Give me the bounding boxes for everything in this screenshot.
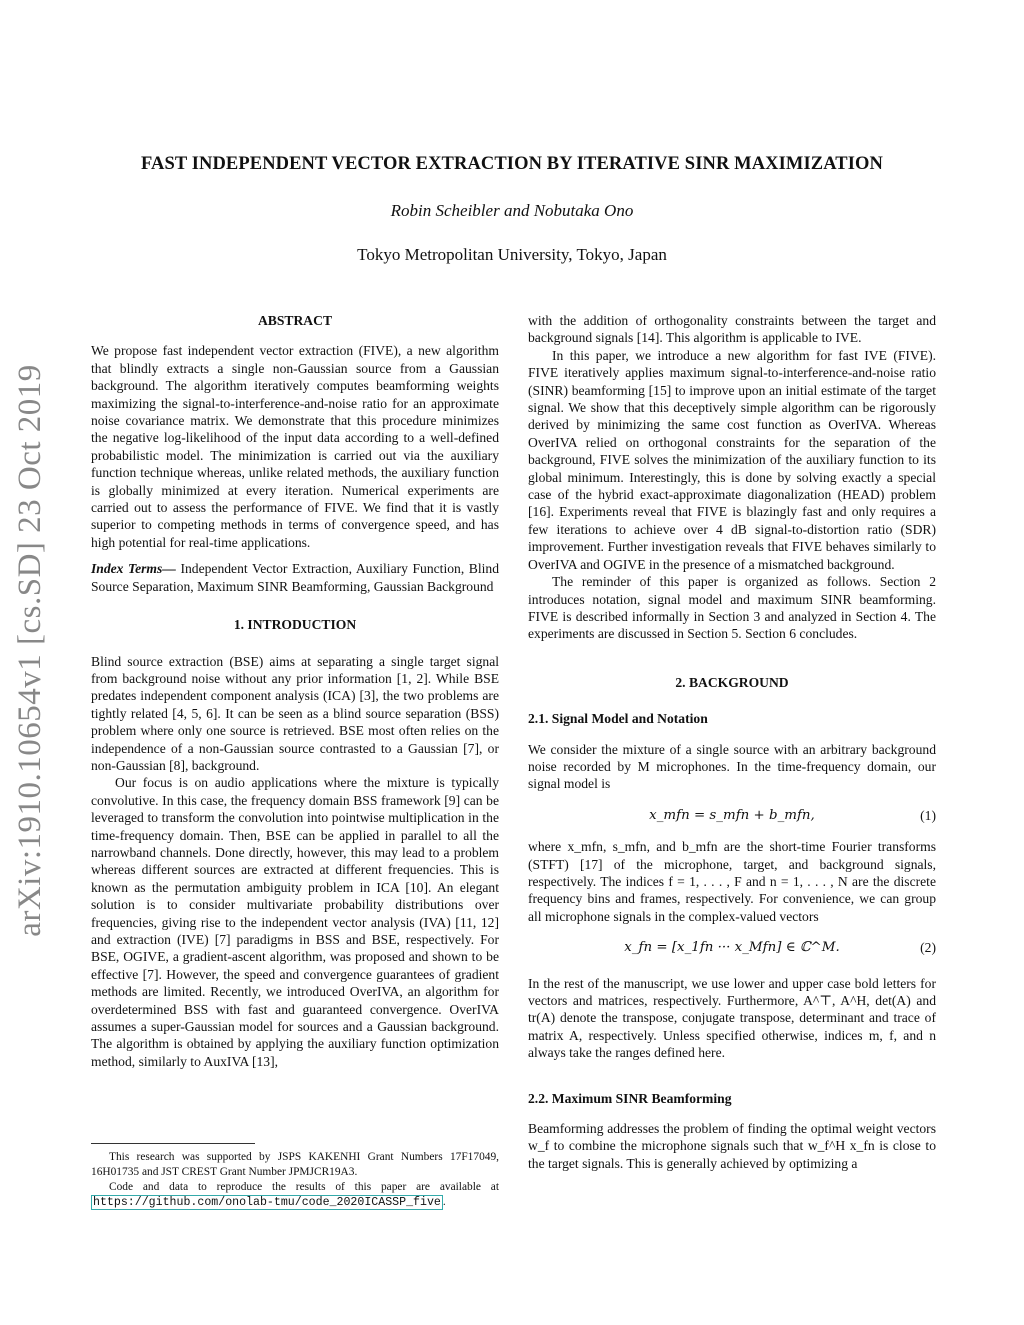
- intro-heading: 1. INTRODUCTION: [233, 617, 357, 633]
- right-paragraph-1: with the addition of orthogonality constraints between the target and background signals [14]. This algorithm is applicable to IVE.: [528, 313, 936, 346]
- equation-2-number: (2): [920, 940, 936, 956]
- subsection-signal-model: 2.1. Signal Model and Notation: [528, 711, 708, 727]
- right-paragraph-7: Beamforming addresses the problem of finding the optimal weight vectors w_f to combine the microphone signals such that w_f^H x_fn is close to the target signals. This is generally achieved by optimizing a: [528, 1121, 936, 1171]
- abstract-text: We propose fast independent vector extraction (FIVE), a new algorithm that blindly extracts a single non-Gaussian source from a Gaussian background. The algorithm iteratively computes beamforming weights maximizing the signal-to-interference-and-noise ratio for an approximate noise covariance matrix. We demonstrate that this procedure minimizes the negative log-likelihood of the input data according to a well-defined probabilistic model. The minimization is carried out via the auxiliary function technique whereas, unlike related methods, the auxiliary function is globally minimized at every iteration. Numerical experiments are carried out to assess the performance of FIVE. We find that it is vastly superior to competing methods in terms of convergence speed, and has high potential for real-time applications.: [91, 343, 499, 550]
- index-terms: [91, 560, 499, 595]
- right-paragraph-5: where x_mfn, s_mfn, and b_mfn are the short-time Fourier transforms (STFT) [17] of the microphone, target, and background signals, respectively. The indices f = 1, . . . , F and n = 1, . . . , N are the discrete frequency bins and frames, respectively. For convenience, we can group all microphone signals in the complex-valued vectors: [528, 839, 936, 924]
- equation-1-body: x_mfn = s_mfn + b_mfn,: [649, 807, 815, 823]
- equation-1-number: (1): [920, 807, 936, 823]
- index-terms-text: Independent Vector Extraction, Auxiliary Function, Blind Source Separation, Maximum SINR Beamforming, Gaussian Background: [91, 561, 500, 594]
- footnotes: [91, 1143, 499, 1210]
- background-heading: 2. BACKGROUND: [675, 674, 789, 690]
- right-column: [528, 312, 936, 1172]
- index-terms-label: Index Terms—: [91, 561, 176, 577]
- footnote-rule: [91, 1143, 255, 1144]
- equation-2-body: x_fn = [x_1fn ··· x_Mfn] ∈ ℂ^M.: [624, 940, 840, 956]
- footnote-funding: This research was supported by JSPS KAKENHI Grant Numbers 17F17049, 16H01735 and JST CREST Grant Number JPMJCR19A3.: [91, 1151, 499, 1178]
- footnote-code-text: Code and data to reproduce the results of this paper are available at: [109, 1181, 499, 1193]
- paper-authors: Robin Scheibler and Nobutaka Ono: [390, 201, 634, 220]
- footnote-code: [91, 1180, 499, 1210]
- arxiv-id: arXiv:1910.10654v1 [cs.SD] 23 Oct 2019: [11, 363, 48, 937]
- intro-paragraph-2: Our focus is on audio applications where the mixture is typically convolutive. In this case, the frequency domain BSS framework [9] can be leveraged to transform the convolution into pointwise multiplication in the time-frequency domain. Then, BSE can be applied in parallel to all the narrowband channels. Done directly, however, this may lead to a problem whereas different sources are extracted at different frequencies. This is known as the permutation ambiguity problem in ICA [10]. An elegant solution is to consider multivariate probability distributions over frequencies, giving rise to the independent vector analysis (IVA) [11, 12] and extraction (IVE) [7] paradigms in BSS and BSE, respectively. For BSE, OGIVE, a gradient-ascent algorithm, was proposed and shown to be effective [7]. However, the speed and convergence guarantees of gradient methods are limited. Recently, we introduced OverIVA, an algorithm for overdetermined BSS with fast and guaranteed convergence. OverIVA assumes a super-Gaussian model for sources and a Gaussian background. The algorithm is obtained by applying the auxiliary function optimization method, similarly to AuxIVA [13],: [91, 775, 499, 1069]
- equation-1: [528, 807, 936, 824]
- code-url-link[interactable]: https://github.com/onolab-tmu/code_2020ICASSP_five: [93, 1196, 441, 1209]
- subsection-max-sinr: 2.2. Maximum SINR Beamforming: [528, 1090, 732, 1106]
- right-paragraph-6: In the rest of the manuscript, we use lower and upper case bold letters for vectors and matrices, respectively. Furthermore, A^⊤, A^H, det(A) and tr(A) denote the transpose, conjugate transpose, determinant and trace of matrix A, respectively. Unless specified otherwise, indices m, f, and n always take the ranges defined here.: [528, 975, 936, 1061]
- intro-paragraph-1: Blind source extraction (BSE) aims at separating a single target signal from background noise without any prior information [1, 2]. While BSE predates independent component analysis (ICA) [3], the two problems are tightly related [4, 5, 6]. It can be seen as a blind source separation (BSS) problem where only one source is retrieved. BSE most often relies on the independence of a non-Gaussian source contrasted to a Gaussian [7], or non-Gaussian [8], background.: [91, 653, 499, 773]
- equation-2: [528, 939, 936, 956]
- right-paragraph-4: We consider the mixture of a single source with an arbitrary background noise recorded by M microphones. In the time-frequency domain, our signal model is: [528, 741, 936, 792]
- arxiv-stamp: [0, 355, 60, 945]
- left-column: [91, 312, 499, 1070]
- paper-affiliation: Tokyo Metropolitan University, Tokyo, Japan: [357, 245, 667, 264]
- paper-title: FAST INDEPENDENT VECTOR EXTRACTION BY ITERATIVE SINR MAXIMIZATION: [140, 154, 883, 174]
- footnote-code-end: .: [442, 1196, 446, 1208]
- right-paragraph-3: The reminder of this paper is organized as follows. Section 2 introduces notation, signal model and maximum SINR beamforming. FIVE is described informally in Section 3 and analyzed in Section 4. The experiments are discussed in Section 5. Section 6 concludes.: [528, 574, 936, 642]
- right-paragraph-2: In this paper, we introduce a new algorithm for fast IVE (FIVE). FIVE iteratively applies maximum signal-to-interference-and-noise ratio (SINR) beamforming [15] to improve upon an initial estimate of the target signal. We show that this deceptively simple algorithm can be rigorously derived by minimizing the same cost function as OverIVA. Whereas OverIVA relied on orthogonal constraints for the separation of the background, FIVE solves the minimization of the auxiliary function to its global minimum. Interestingly, this is done by solving exactly a special case of the hybrid exact-approximate diagonalization (HEAD) problem [16]. Experiments reveal that FIVE is blazingly fast and only requires a few iterations to achieve over 4 dB signal-to-distortion ratio (SDR) improvement. Further investigation reveals that FIVE behaves similarly to OverIVA and OGIVE in the presence of a mismatched background.: [528, 347, 936, 572]
- abstract-heading: ABSTRACT: [257, 313, 333, 328]
